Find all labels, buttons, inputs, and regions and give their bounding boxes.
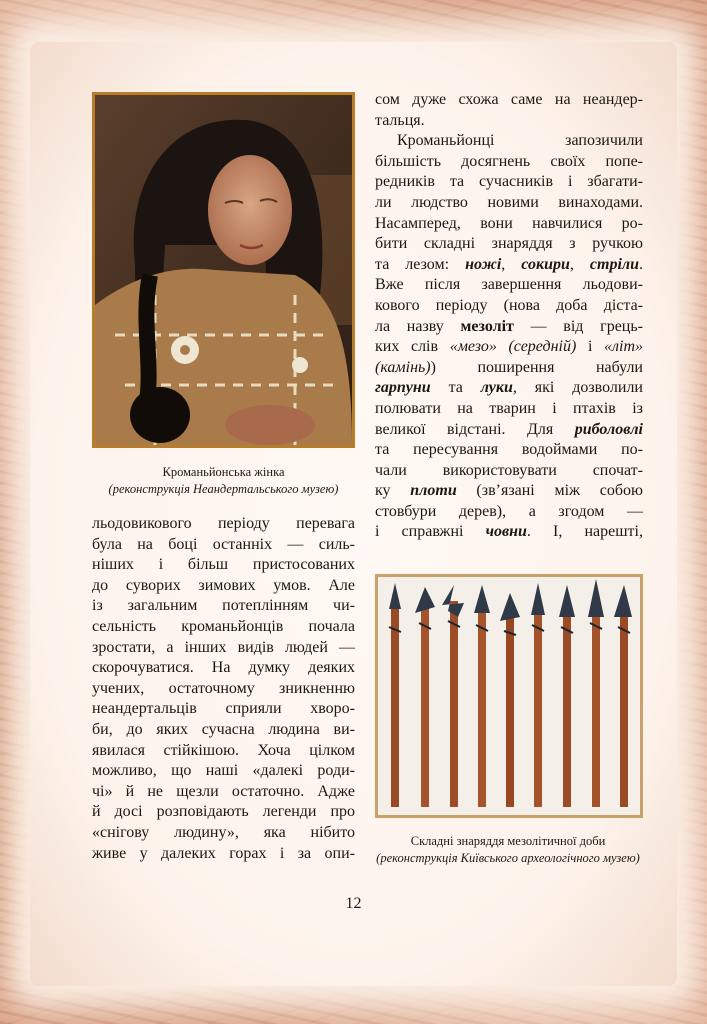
term-mezo: «мезо» (середній)	[449, 338, 577, 356]
text-line: «снігову людину», яка нібито	[92, 823, 355, 841]
text-line: ніших і більш пристосованих	[92, 556, 355, 574]
term-axes: сокири	[521, 255, 570, 273]
text-line: стовбури дерев), а згодом —	[375, 502, 643, 520]
term-kamin: (камінь)	[375, 358, 431, 376]
text-line: тальця.	[375, 111, 425, 129]
text-line: Насамперед, вони навчилися ро-	[375, 214, 643, 232]
text-line: ли людство новими винаходами.	[375, 193, 643, 211]
text-line: льодовикового періоду перевага	[92, 515, 355, 532]
text-line: (камінь)) поширення набули	[375, 358, 643, 376]
text-line: та пересування водоймами по-	[375, 441, 643, 459]
term-knives: ножі	[465, 255, 502, 273]
text-line: й досі розповідають легенди про	[92, 803, 355, 821]
text-line: із загальним потеплінням чи-	[92, 597, 355, 615]
text-line: полювати на тварин і птахів із	[375, 399, 643, 417]
text-line: чали використовувати спочат-	[375, 461, 643, 479]
figure1-caption-title: Кроманьйонська жінка	[162, 465, 285, 479]
text-line: неандертальців сприяли хворо-	[92, 700, 355, 718]
text-line: була на боці останніх — силь-	[92, 535, 355, 553]
text-line: і справжні човни. І, нарешті,	[375, 523, 643, 541]
text-line: ку плоти (зв’язані між собою	[375, 482, 644, 500]
figure2-caption-title: Складні знаряддя мезолітичної доби	[410, 834, 606, 848]
term-fishing: риболовлі	[574, 420, 643, 438]
term-bows: луки	[480, 379, 513, 397]
right-text-column	[375, 90, 643, 543]
text-line: живе у далеких горах і за опи-	[92, 844, 355, 862]
text-line: ких слів «мезо» (середній) і «літ»	[375, 338, 644, 356]
term-rafts: плоти	[410, 482, 457, 500]
text-line: сом дуже схожа саме на неандер-	[375, 91, 643, 108]
text-line: та лезом: ножі, сокири, стріли.	[375, 255, 644, 273]
text-line: великої відстані. Для риболовлі	[375, 420, 643, 438]
text-line: скорочуватися. На думку деяких	[92, 659, 355, 677]
page-number: 12	[345, 895, 362, 912]
left-text-column	[92, 514, 355, 864]
text-line: більшість досягнень своїх попе-	[375, 152, 643, 170]
text-line: чі» й не щезли остаточно. Адже	[92, 782, 355, 800]
term-harpoons: гарпуни	[375, 379, 431, 397]
text-line: кового періоду (нова доба діста-	[375, 296, 643, 314]
term-lit: «літ»	[604, 338, 644, 356]
text-line: гарпуни та луки, які дозволили	[375, 379, 643, 397]
text-line: Вже після завершення льодови-	[375, 276, 643, 294]
text-line: явилася стійкішою. Хоча цілком	[92, 741, 355, 759]
text-line: учених, остаточному зникненню	[92, 679, 355, 697]
figure2-caption	[368, 833, 648, 867]
text-line: сельність кроманьйонців почала	[92, 617, 355, 635]
figure1-caption-note: (реконструкція Неандертальського музею)	[108, 482, 339, 496]
text-line: можливо, що наші «далекі роди-	[92, 762, 355, 780]
term-arrows: стріли	[589, 255, 640, 273]
text-line: редників та сучасників і збагати-	[375, 173, 643, 191]
cro-magnon-woman-photo	[92, 92, 355, 448]
figure2-caption-note: (реконструкція Київського археологічного музею)	[376, 851, 640, 865]
text-line: би, до яких сучасна людина ви-	[92, 720, 355, 738]
term-boats: човни	[485, 523, 527, 541]
text-line: ла назву мезоліт — від грець-	[375, 317, 643, 335]
figure1-caption	[92, 464, 355, 498]
text-line: зростати, а інших видів людей —	[92, 638, 355, 656]
text-line: Кроманьйонці запозичили	[397, 132, 643, 150]
text-line: бити складні знаряддя з ручкою	[375, 235, 643, 253]
mesolithic-tools-photo	[375, 574, 643, 818]
text-line: до суворих зимових умов. Але	[92, 576, 355, 594]
term-mesolithic: мезоліт	[460, 317, 514, 335]
